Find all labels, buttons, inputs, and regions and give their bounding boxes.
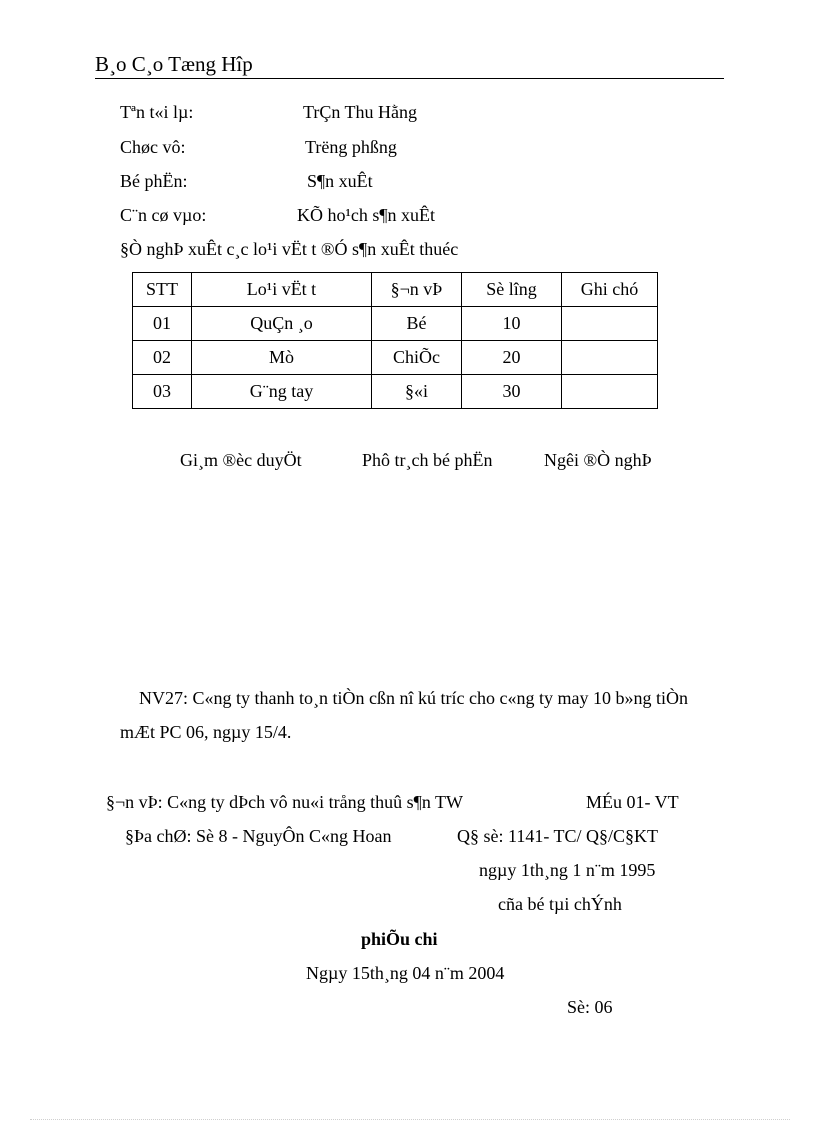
table-header-cell: Sè lîng [462, 273, 562, 307]
table-cell: 30 [462, 375, 562, 409]
nv27-line-2: mÆt PC 06, ngµy 15/4. [120, 722, 292, 742]
materials-table [132, 272, 658, 409]
table-cell: 02 [133, 341, 192, 375]
table-cell [562, 341, 658, 375]
table-cell: §«i [372, 375, 462, 409]
table-row [133, 341, 658, 375]
table-cell: 01 [133, 307, 192, 341]
table-cell: 10 [462, 307, 562, 341]
table-row [133, 375, 658, 409]
table-cell: 20 [462, 341, 562, 375]
voucher-date: Ngµy 15th¸ng 04 n¨m 2004 [306, 963, 505, 983]
table-header-row [133, 273, 658, 307]
table-cell: ChiÕc [372, 341, 462, 375]
signature-director: Gi¸m ®èc duyÖt [180, 450, 302, 470]
nv27-line-1: NV27: C«ng ty thanh to¸n tiÒn cßn nî kú tríc cho c«ng ty may 10 b»ng tiÒn [139, 688, 688, 708]
voucher-address: §Þa chØ: Sè 8 - NguyÔn C«ng Hoan [125, 826, 392, 846]
table-header-cell: §¬n vÞ [372, 273, 462, 307]
table-cell: G¨ng tay [192, 375, 372, 409]
voucher-number: Sè: 06 [567, 997, 613, 1017]
info-value-name: TrÇn Thu Hằng [303, 102, 418, 122]
voucher-title: phiÕu chi [361, 929, 438, 949]
voucher-form-code: MÉu 01- VT [586, 792, 679, 812]
table-cell [562, 375, 658, 409]
table-row [133, 307, 658, 341]
table-cell: Bé [372, 307, 462, 341]
page-header-title: B¸o C¸o Tæng Hîp [95, 52, 253, 76]
table-cell: Mò [192, 341, 372, 375]
table-cell: 03 [133, 375, 192, 409]
table-cell [562, 307, 658, 341]
voucher-issuer: cña bé tµi chÝnh [498, 894, 622, 914]
signature-department-head: Phô tr¸ch bé phËn [362, 450, 493, 470]
info-label-position: Chøc vô: [120, 137, 186, 157]
table-header-cell: Lo¹i vËt t [192, 273, 372, 307]
table-cell: QuÇn ¸o [192, 307, 372, 341]
table-header-cell: STT [133, 273, 192, 307]
info-label-name: Tªn t«i lµ: [120, 102, 194, 122]
page-bottom-divider [30, 1119, 790, 1120]
voucher-unit: §¬n vÞ: C«ng ty dÞch vô nu«i trång thuû s¶n TW [106, 792, 463, 812]
info-value-department: S¶n xuÊt [307, 171, 373, 191]
signature-requester: Ngêi ®Ò nghÞ [544, 450, 652, 470]
request-line: §Ò nghÞ xuÊt c¸c lo¹i vËt t ®Ó s¶n xuÊt thuéc [120, 239, 459, 259]
table-header-cell: Ghi chó [562, 273, 658, 307]
voucher-decision-date: ngµy 1th¸ng 1 n¨m 1995 [479, 860, 656, 880]
voucher-decision: Q§ sè: 1141- TC/ Q§/C§KT [457, 826, 658, 846]
info-label-basis: C¨n cø vµo: [120, 205, 207, 225]
info-value-position: Trëng phßng [305, 137, 397, 157]
info-value-basis: KÕ ho¹ch s¶n xuÊt [297, 205, 436, 225]
info-label-department: Bé phËn: [120, 171, 188, 191]
header-rule [95, 78, 724, 79]
